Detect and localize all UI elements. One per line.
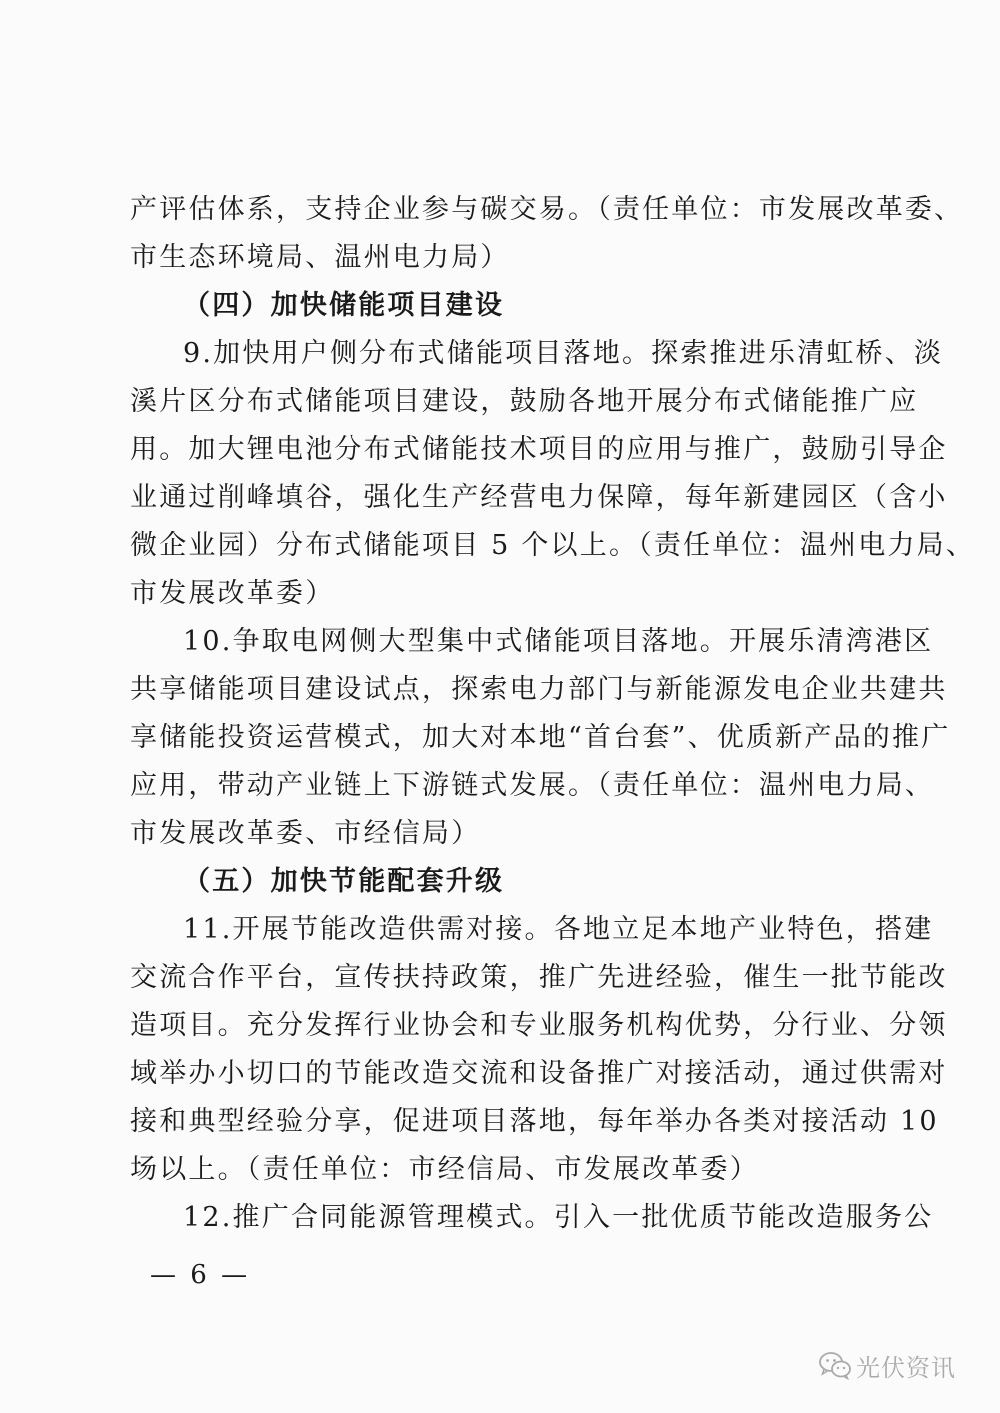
paragraph-line: 溪片区分布式储能项目建设，鼓励各地开展分布式储能推广应	[130, 386, 919, 417]
paragraph-line: 域举办小切口的节能改造交流和设备推广对接活动，通过供需对	[130, 1058, 948, 1089]
paragraph-line: 12.推广合同能源管理模式。引入一批优质节能改造服务公	[183, 1202, 934, 1233]
section-heading-four: （四）加快储能项目建设	[183, 290, 505, 321]
paragraph-line: 接和典型经验分享，促进项目落地，每年举办各类对接活动 10	[130, 1106, 939, 1137]
page-number: — 6 —	[150, 1260, 251, 1290]
paragraph-line: 市发展改革委）	[130, 578, 335, 609]
paragraph-line: 11.开展节能改造供需对接。各地立足本地产业特色，搭建	[183, 914, 934, 945]
paragraph-line: 用。加大锂电池分布式储能技术项目的应用与推广，鼓励引导企	[130, 434, 948, 465]
paragraph-line: 微企业园）分布式储能项目 5 个以上。（责任单位：温州电力局、	[130, 530, 976, 561]
paragraph-line: 造项目。充分发挥行业协会和专业服务机构优势，分行业、分领	[130, 1010, 948, 1041]
paragraph-line: 10.争取电网侧大型集中式储能项目落地。开展乐清湾港区	[183, 626, 934, 657]
paragraph-line: 市发展改革委、市经信局）	[130, 818, 481, 849]
section-heading-five: （五）加快节能配套升级	[183, 866, 505, 897]
wechat-icon	[818, 1350, 852, 1380]
watermark-text: 光伏资讯	[856, 1353, 956, 1382]
paragraph-line: 业通过削峰填谷，强化生产经营电力保障，每年新建园区（含小	[130, 482, 948, 513]
paragraph-line: 产评估体系，支持企业参与碳交易。（责任单位：市发展改革委、	[130, 194, 964, 225]
paragraph-line: 共享储能项目建设试点，探索电力部门与新能源发电企业共建共	[130, 674, 948, 705]
watermark	[818, 1345, 956, 1385]
paragraph-line: 应用，带动产业链上下游链式发展。（责任单位：温州电力局、	[130, 770, 935, 801]
paragraph-line: 9.加快用户侧分布式储能项目落地。探索推进乐清虹桥、淡	[183, 338, 944, 369]
paragraph-line: 交流合作平台，宣传扶持政策，推广先进经验，催生一批节能改	[130, 962, 948, 993]
paragraph-line: 享储能投资运营模式，加大对本地“首台套”、优质新产品的推广	[130, 722, 951, 753]
paragraph-line: 场以上。（责任单位：市经信局、市发展改革委）	[130, 1154, 759, 1185]
paragraph-line: 市生态环境局、温州电力局）	[130, 242, 510, 273]
